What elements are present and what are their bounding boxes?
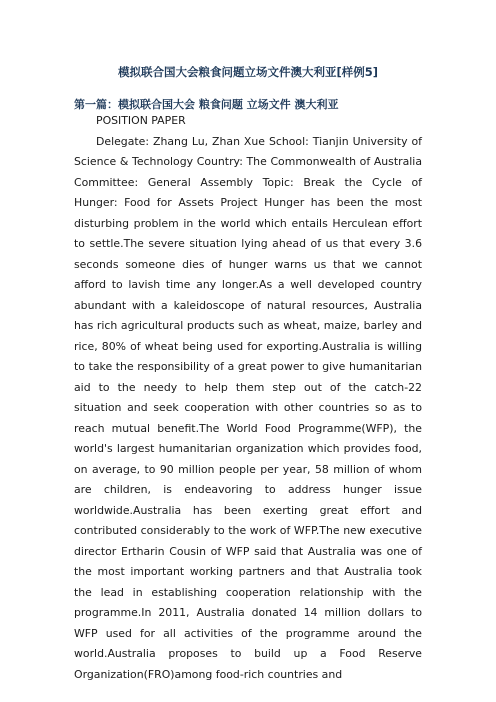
- paragraph-position-paper: POSITION PAPER: [96, 114, 186, 127]
- paragraph-body: Delegate: Zhang Lu, Zhan Xue School: Tianjin University of Science & Technology Country: The Commonwealth of Australia Committee: General Assembly Topic: Break the Cycle of Hunger: Food for Assets Project Hunger has been the most disturbing problem in the world which entails Herculean effort to settle.The severe situation lying ahead of us that every 3.6 seconds someone dies of hunger warns us that we cannot afford to lavish time any longer.As a well developed country abundant with a kaleidoscope of natural resources, Australia has rich agricultural products such as wheat, maize, barley and rice, 80% of wheat being used for exporting.Australia is willing to take the responsibility of a great power to give humanitarian aid to the needy to help them step out of the catch-22 situation and seek cooperation with other countries so as to reach mutual benefit.The World Food Programme(WFP), the world's largest humanitarian organization which provides food, on average, to 90 million people per year, 58 million of whom are children, is endeavoring to address hunger issue worldwide.Australia has been exerting great effort and contributed considerably to the work of WFP.The new executive director Ertharin Cousin of WFP said that Australia was one of the most important working partners and that Australia took the lead in establishing cooperation relationship with the programme.In 2011, Australia donated 14 million dollars to WFP used for all activities of the programme around the world.Australia proposes to build up a Food Reserve Organization(FRO)among food-rich countries and: [74, 134, 422, 681]
- section-heading: 第一篇：模拟联合国大会 粮食问题 立场文件 澳大利亚: [74, 98, 339, 111]
- document-title: 模拟联合国大会粮食问题立场文件澳大利亚[样例5]: [117, 65, 378, 79]
